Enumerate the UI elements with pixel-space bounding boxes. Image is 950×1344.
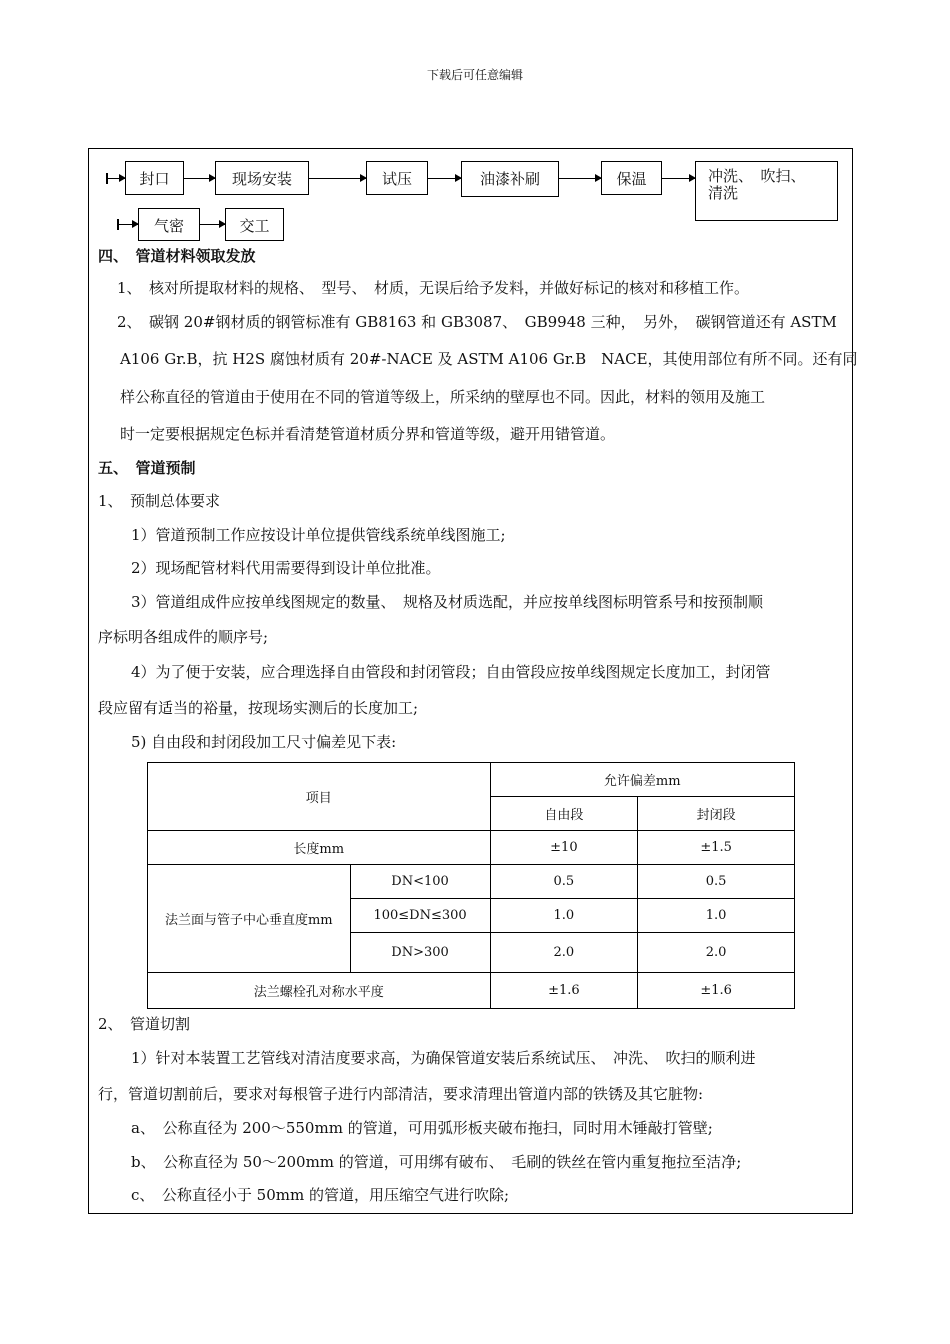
flow-box-seal: 封口 [125, 161, 184, 195]
table-cell: 0.5 [638, 865, 795, 899]
flow-arrow [106, 178, 125, 179]
section4-paragraph2-line4: 时一定要根据规定色标并看清楚管道材质分界和管道等级，避开用错管道。 [120, 425, 616, 443]
section5-item: 3）管道组成件应按单线图规定的数量、 规格及材质选配，并应按单线图标明管系号和按预制顺 [131, 593, 764, 611]
table-cell: 2.0 [490, 933, 638, 973]
section5-item: 5) 自由段和封闭段加工尺寸偏差见下表: [131, 733, 397, 751]
section5-subheading: 1、 预制总体要求 [98, 492, 221, 510]
table-cell: 0.5 [490, 865, 638, 899]
flow-box-handover: 交工 [225, 208, 284, 241]
table-row-flange-label: 法兰面与管子中心垂直度mm [148, 865, 351, 973]
flow-arrow [117, 224, 138, 225]
table-cell: 1.0 [490, 899, 638, 933]
table-cell: ±10 [490, 831, 638, 865]
table-row-length-label: 长度mm [148, 831, 491, 865]
flow-arrow [662, 178, 695, 179]
table-header-tolerance: 允许偏差mm [490, 763, 795, 797]
section4-paragraph1: 1、 核对所提取材料的规格、 型号、 材质，无误后给予发料，并做好标记的核对和移植工作。 [117, 279, 750, 297]
table-cell: ±1.5 [638, 831, 795, 865]
flow-arrow [309, 178, 366, 179]
section4-paragraph2-line2: A106 Gr.B，抗 H2S 腐蚀材质有 20#-NACE 及 ASTM A106 Gr.B NACE，其使用部位有所不同。还有同 [120, 350, 858, 368]
table-cell: 2.0 [638, 933, 795, 973]
section5-item: 1）管道预制工作应按设计单位提供管线系统单线图施工; [131, 526, 506, 544]
tolerance-table [147, 762, 795, 1009]
table-header-item: 项目 [148, 763, 491, 831]
table-cell: DN<100 [350, 865, 490, 899]
cutting-line: 1）针对本装置工艺管线对清洁度要求高，为确保管道安装后系统试压、 冲洗、 吹扫的顺利进 [131, 1049, 756, 1067]
section4-title: 四、 管道材料领取发放 [98, 247, 256, 265]
section5-item: 2）现场配管材料代用需要得到设计单位批准。 [131, 559, 441, 577]
flow-box-pressure-test: 试压 [366, 161, 428, 195]
flow-box-flush [695, 161, 838, 221]
flow-box-airtight: 气密 [138, 208, 200, 241]
table-cell: 1.0 [638, 899, 795, 933]
section4-paragraph2-line3: 样公称直径的管道由于使用在不同的管道等级上，所采纳的壁厚也不同。因此，材料的领用及施工 [120, 388, 766, 406]
flow-box-insulation: 保温 [601, 161, 662, 195]
flow-arrow [559, 178, 601, 179]
cutting-line: a、 公称直径为 200～550mm 的管道，可用弧形板夹破布拖扫，同时用木锤敲打管壁; [131, 1119, 713, 1137]
flow-arrow [184, 178, 215, 179]
cutting-line: b、 公称直径为 50～200mm 的管道，可用绑有破布、 毛刷的铁丝在管内重复拖拉至洁净; [131, 1153, 742, 1171]
cutting-title: 2、 管道切割 [98, 1015, 191, 1033]
header-note: 下载后可任意编辑 [426, 68, 523, 82]
table-cell: 100≤DN≤300 [350, 899, 490, 933]
table-header-closed-section: 封闭段 [638, 797, 795, 831]
section5-item: 4）为了便于安装，应合理选择自由管段和封闭管段；自由管段应按单线图规定长度加工，封闭管 [131, 663, 771, 681]
table-row-bolt-label: 法兰螺栓孔对称水平度 [148, 973, 491, 1009]
section5-item-continued: 段应留有适当的裕量，按现场实测后的长度加工; [98, 699, 419, 717]
table-header-free-section: 自由段 [490, 797, 638, 831]
flow-box-flush-line1: 冲洗、 吹扫、 [708, 167, 806, 185]
flow-arrow [428, 178, 461, 179]
flow-box-install: 现场安装 [215, 161, 309, 195]
table-cell: ±1.6 [490, 973, 638, 1009]
table-cell: DN>300 [350, 933, 490, 973]
section4-paragraph2-line1: 2、 碳钢 20#钢材质的钢管标准有 GB8163 和 GB3087、 GB9948 三种， 另外， 碳钢管道还有 ASTM [117, 313, 837, 331]
table-cell: ±1.6 [638, 973, 795, 1009]
section5-item-continued: 序标明各组成件的顺序号; [98, 628, 269, 646]
section5-title: 五、 管道预制 [98, 459, 196, 477]
cutting-line: 行，管道切割前后，要求对每根管子进行内部清洁，要求清理出管道内部的铁锈及其它脏物: [98, 1085, 704, 1103]
cutting-line: c、 公称直径小于 50mm 的管道，用压缩空气进行吹除; [131, 1186, 510, 1204]
flow-box-paint: 油漆补刷 [461, 161, 559, 197]
flow-box-flush-line2: 清洗 [708, 184, 739, 202]
flow-arrow [200, 224, 225, 225]
